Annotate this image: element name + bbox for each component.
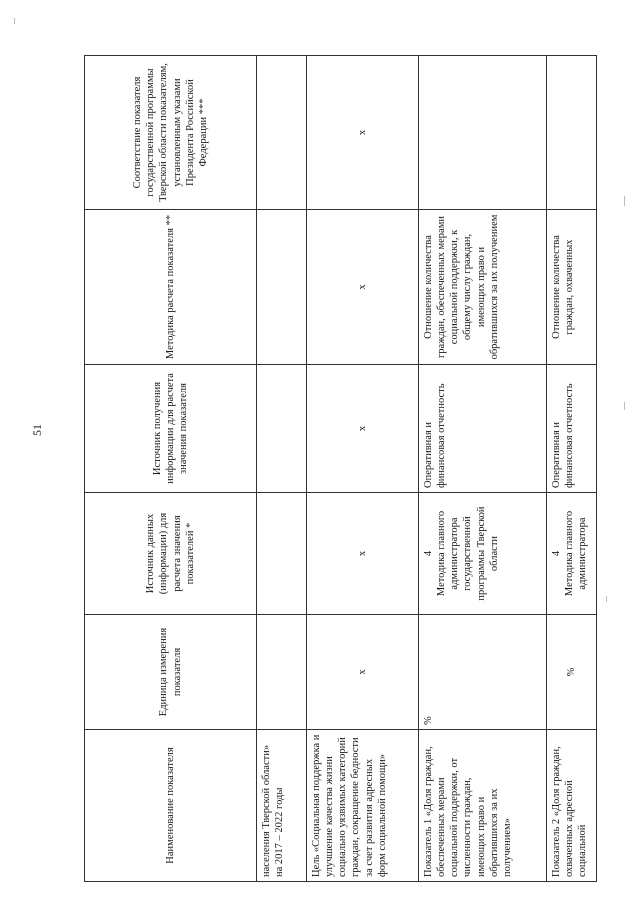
- header-method: Методика расчета показателя **: [85, 210, 257, 365]
- cell-unit: %: [419, 615, 547, 730]
- cell-data-source: [419, 493, 547, 615]
- cell-name: населения Тверской области» на 2017 – 2022 годы: [257, 730, 307, 882]
- cell-unit: [257, 615, 307, 730]
- indicators-table: [84, 55, 597, 882]
- table-row: [547, 56, 597, 882]
- scan-speck: [14, 18, 15, 24]
- cell-source-text: Методика главного администратора: [564, 510, 589, 597]
- cell-compliance: [257, 56, 307, 210]
- cell-info-source: х: [307, 365, 419, 493]
- indicators-table-wrapper: [84, 56, 596, 882]
- cell-source-number: 4: [423, 550, 434, 557]
- cell-info-source: Оперативная и финансовая отчетность: [547, 365, 597, 493]
- cell-unit: %: [547, 615, 597, 730]
- scan-speck: [606, 596, 607, 602]
- cell-name: Показатель 2 «Доля граждан, охваченных адресной социальной: [547, 730, 597, 882]
- cell-info-source: [257, 365, 307, 493]
- header-compliance: Соответствие показателя государственной программы Тверской области показателям, установленным указами Президента Российской Федерации ***: [85, 56, 257, 210]
- cell-compliance: [547, 56, 597, 210]
- header-indicator-name: Наименование показателя: [85, 730, 257, 882]
- table-row: [257, 56, 307, 882]
- cell-method: [257, 210, 307, 365]
- cell-method: Отношение количества граждан, обеспеченных мерами социальной поддержки, к общему числу граждан, имеющих право и обратившихся за их получением: [419, 210, 547, 365]
- cell-info-source: Оперативная и финансовая отчетность: [419, 365, 547, 493]
- scan-speck: [624, 196, 625, 206]
- table-row: [419, 56, 547, 882]
- cell-data-source: [547, 493, 597, 615]
- page-number: 51: [30, 424, 44, 436]
- header-info-source: Источник получения информации для расчета значения показателя: [85, 365, 257, 493]
- cell-method: Отношение количества граждан, охваченных: [547, 210, 597, 365]
- cell-compliance: х: [307, 56, 419, 210]
- cell-compliance: [419, 56, 547, 210]
- cell-name: Показатель 1 «Доля граждан, обеспеченных мерами социальной поддержки, от численности граждан, имеющих право и обратившихся за их получением»: [419, 730, 547, 882]
- cell-name: Цель «Социальная поддержка и улучшение качества жизни социально уязвимых категорий граждан, сокращение бедности за счет развития адресных форм социальной помощи»: [307, 730, 419, 882]
- cell-source-text: Методика главного администратора государственной программы Тверской области: [436, 506, 500, 601]
- cell-data-source: х: [307, 493, 419, 615]
- header-data-source: Источник данных (информации) для расчета значения показателей *: [85, 493, 257, 615]
- table-row: [307, 56, 419, 882]
- cell-data-source: [257, 493, 307, 615]
- cell-source-number: 4: [551, 550, 562, 557]
- cell-method: х: [307, 210, 419, 365]
- header-unit: Единица измерения показателя: [85, 615, 257, 730]
- cell-unit: х: [307, 615, 419, 730]
- scan-speck: [624, 402, 625, 410]
- header-row: [85, 56, 257, 882]
